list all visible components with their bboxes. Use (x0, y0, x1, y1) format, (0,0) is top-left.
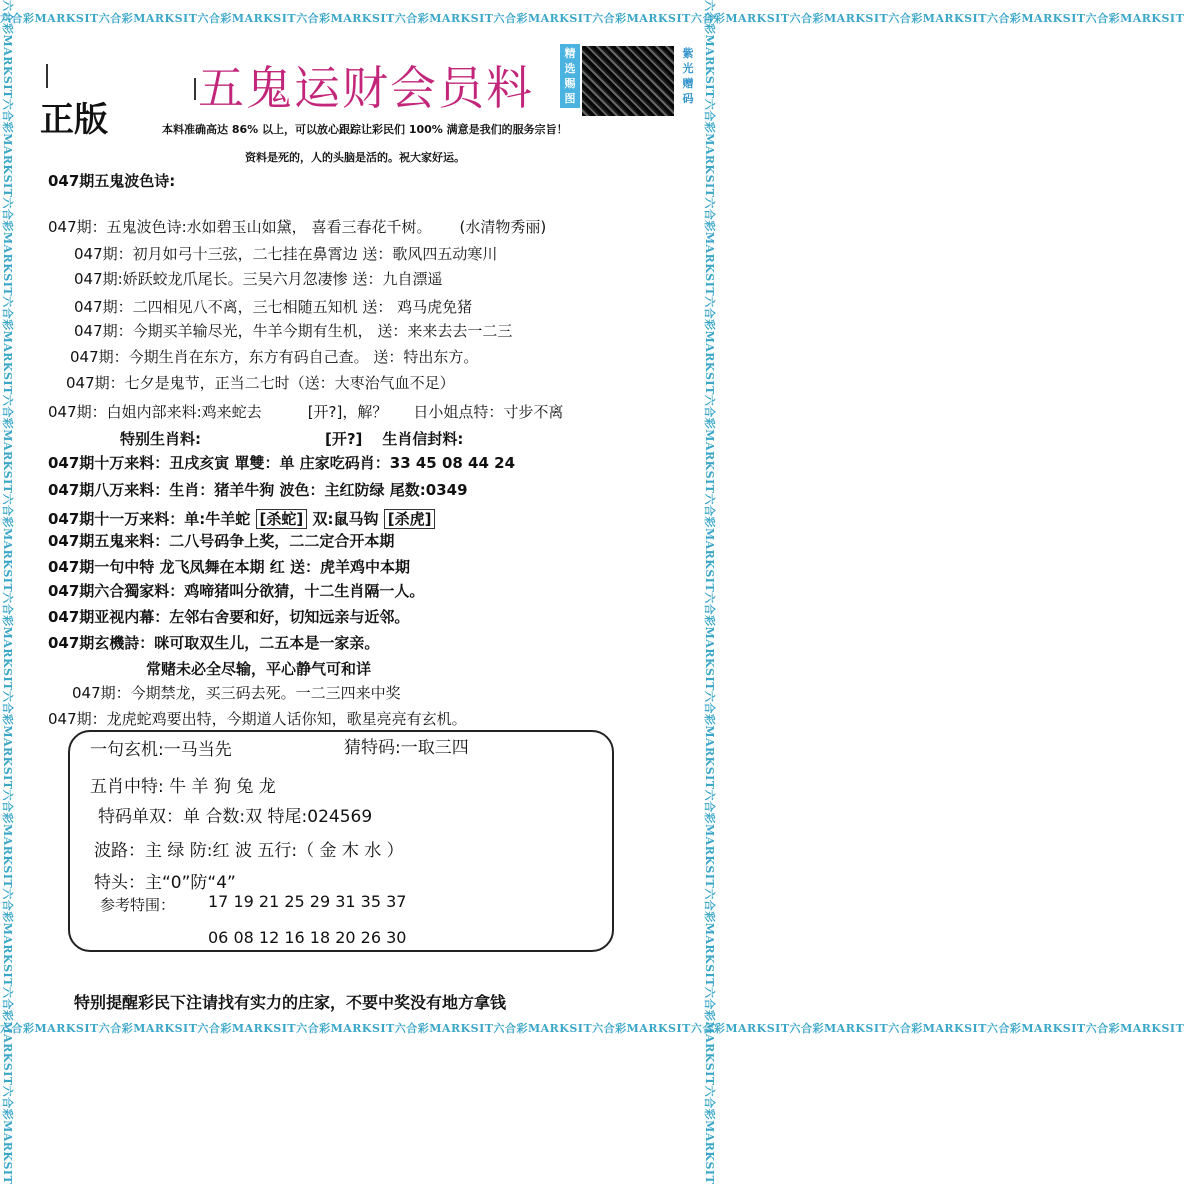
line-3: 047期：初月如弓十三弦，二七挂在鼻霄边 送：歌风四五动寒川 (74, 245, 498, 263)
badge-right: 紫光赠码 (682, 47, 694, 105)
box-line-4: 波路：主 绿 防:红 波 五行:（ 金 木 水 ） (94, 841, 404, 861)
watermark-text-bottom: 六合彩MARKSIT六合彩MARKSIT六合彩MARKSIT六合彩MARKSIT六合彩MARKSIT六合彩MARKSIT六合彩MARKSIT六合彩MARKSIT六合彩MARKSIT六合彩MARKSIT六合彩MARKSIT六合彩MARKSIT (0, 1022, 1184, 1035)
box-line-6-row2: 06 08 12 16 18 20 26 30 (208, 928, 407, 947)
line-9-a: 047期：白姐内部来料:鸡来蛇去 (48, 403, 262, 421)
summary-box (68, 730, 614, 952)
footer-notice: 特别提醒彩民下注请找有实力的庄家，不要中奖没有地方拿钱 (74, 993, 507, 1012)
watermark-text-top: 六合彩MARKSIT六合彩MARKSIT六合彩MARKSIT六合彩MARKSIT六合彩MARKSIT六合彩MARKSIT六合彩MARKSIT六合彩MARKSIT六合彩MARKSIT六合彩MARKSIT六合彩MARKSIT六合彩MARKSIT (0, 12, 1184, 25)
line-8: 047期：七夕是鬼节，正当二七时（送：大枣治气血不足） (66, 374, 455, 392)
box-line-3: 特码单双：单 合数:双 特尾:024569 (98, 807, 373, 827)
frame-left-watermark (0, 0, 18, 1184)
line-13-d: [杀虎] (384, 509, 436, 529)
box-line-6-label: 参考特围： (100, 896, 176, 914)
line-9 (48, 401, 563, 422)
line-13-b: [杀蛇] (256, 509, 308, 529)
line-13-a: 047期十一万来料：单:牛羊蛇 (48, 510, 251, 528)
line-2-note: (水清物秀丽) (459, 218, 547, 236)
line-9-b: [开?]，解？ (307, 403, 388, 421)
line-1: 047期五鬼波色诗: (48, 172, 176, 190)
line-10-a: 特别生肖料: (120, 430, 201, 448)
line-6: 047期：今期买羊输尽光，牛羊今期有生机， 送：来来去去一二三 (74, 322, 513, 340)
tagline-luck: 资料是死的，人的头脑是活的。祝大家好运。 (245, 151, 465, 164)
tagline-accuracy: 本料准确高达 86% 以上，可以放心跟踪让彩民们 100% 满意是我们的服务宗旨！ (162, 123, 568, 136)
line-9-c: 日小姐点特：寸步不离 (413, 403, 564, 421)
box-line-2: 五肖中特: 牛 羊 狗 兔 龙 (90, 777, 276, 797)
frame-bottom-watermark (0, 1020, 1184, 1038)
line-11: 047期十万来料：丑戌亥寅 單雙：单 庄家吃码肖：33 45 08 44 24 (48, 454, 516, 472)
line-21: 047期：龙虎蛇鸡要出特，今期道人话你知，歌星亮亮有玄机。 (48, 710, 467, 728)
watermark-text-left: 六合彩MARKSIT六合彩MARKSIT六合彩MARKSIT六合彩MARKSIT六合彩MARKSIT六合彩MARKSIT六合彩MARKSIT六合彩MARKSIT六合彩MARKSIT六合彩MARKSIT六合彩MARKSIT六合彩MARKSIT (1, 0, 14, 1184)
line-19: 常赌未必全尽输，平心静气可和详 (146, 660, 372, 678)
line-12: 047期八万来料：生肖：猪羊牛狗 波色：主红防绿 尾数:0349 (48, 481, 468, 499)
line-10-c: 生肖信封料: (382, 430, 464, 448)
box-line-5: 特头：主“0”防“4” (94, 873, 236, 893)
edition-label: 正版 (40, 100, 108, 140)
line-13 (48, 508, 435, 529)
line-2 (48, 216, 546, 237)
line-13-c: 双:鼠马钩 (312, 510, 379, 528)
qr-code-image (582, 46, 674, 116)
line-15: 047期一句中特 龙飞凤舞在本期 红 送：虎羊鸡中本期 (48, 558, 410, 576)
line-4: 047期:娇跃蛟龙爪尾长。三吴六月忽凄惨 送：九自漂遥 (74, 270, 443, 288)
box-line-1a: 一句玄机:一马当先 (90, 740, 232, 760)
line-17: 047期亚视内幕：左邻右舍要和好，切知远亲与近邻。 (48, 608, 410, 626)
box-line-6-row1: 17 19 21 25 29 31 35 37 (208, 892, 407, 911)
watermark-text-right: 六合彩MARKSIT六合彩MARKSIT六合彩MARKSIT六合彩MARKSIT六合彩MARKSIT六合彩MARKSIT六合彩MARKSIT六合彩MARKSIT六合彩MARKSIT六合彩MARKSIT六合彩MARKSIT六合彩MARKSIT (703, 0, 716, 1184)
divider (46, 64, 48, 88)
line-16: 047期六合獨家料：鸡啼猪叫分欲猜，十二生肖隔一人。 (48, 582, 425, 600)
line-7: 047期：今期生肖在东方，东方有码自己查。 送：特出东方。 (70, 348, 479, 366)
line-10 (120, 428, 463, 449)
badge-left: 精选赐图 (560, 44, 580, 108)
frame-top-watermark (0, 10, 1184, 28)
box-line-1b: 猜特码:一取三四 (344, 738, 469, 758)
line-18: 047期玄機詩：咪可取双生儿，二五本是一家亲。 (48, 634, 380, 652)
divider (194, 78, 196, 100)
line-2-text: 047期：五鬼波色诗:水如碧玉山如黛， 喜看三春花千树。 (48, 218, 432, 236)
line-5: 047期：二四相见八不离，三七相随五知机 送： 鸡马虎免猪 (74, 298, 473, 316)
line-14: 047期五鬼来料：二八号码争上奖，二二定合开本期 (48, 532, 395, 550)
line-20: 047期：今期禁龙，买三码去死。一二三四来中奖 (72, 684, 401, 702)
frame-right-watermark (702, 0, 720, 1184)
line-10-b: [开?] (325, 430, 363, 448)
page-title: 五鬼运财会员料 (198, 61, 534, 115)
